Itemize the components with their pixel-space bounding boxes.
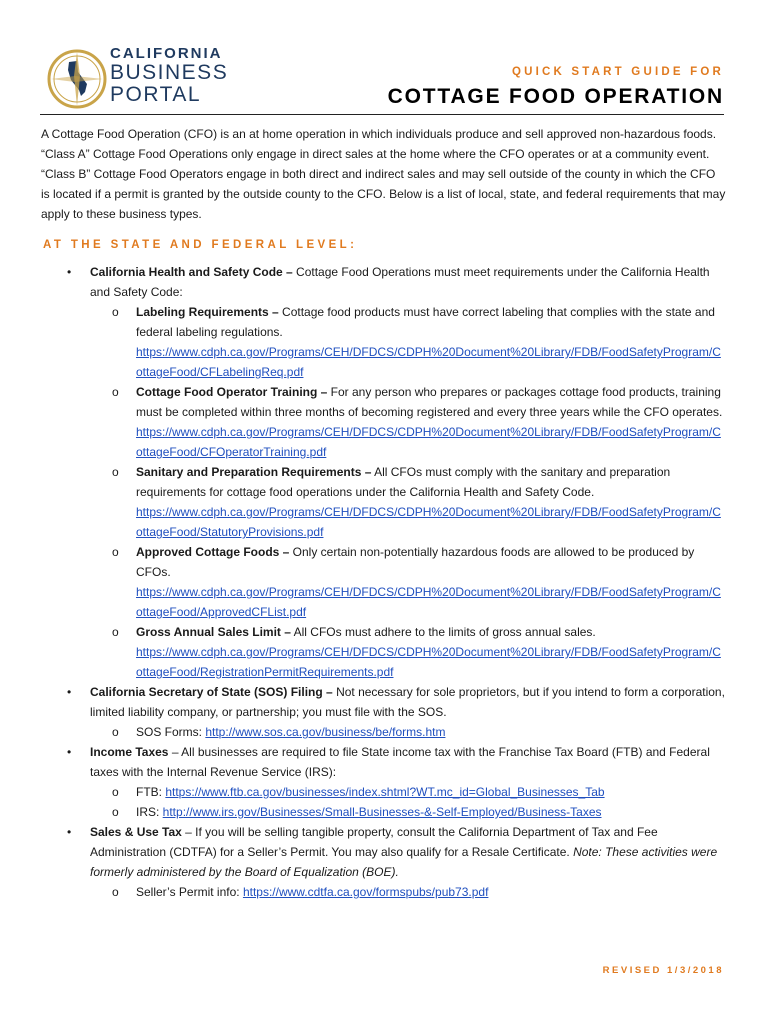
- sub-item-sos-forms: [90, 722, 727, 742]
- sales-limit-link[interactable]: https://www.cdph.ca.gov/Programs/CEH/DFDCS/CDPH%20Document%20Library/FDB/FoodSafetyProgram/CottageFood/RegistrationPermitRequirements.pdf: [136, 645, 721, 679]
- circle-bullet-icon: o: [112, 805, 119, 819]
- circle-bullet-icon: o: [112, 625, 119, 639]
- item-title: California Health and Safety Code –: [90, 265, 293, 279]
- sub-item-text: Only certain non-potentially hazardous foods are allowed to be produced by CFOs.: [136, 545, 695, 579]
- circle-bullet-icon: o: [112, 785, 119, 799]
- list-item-sos-filing: [41, 682, 727, 742]
- ftb-link[interactable]: https://www.ftb.ca.gov/businesses/index.shtml?WT.mc_id=Global_Businesses_Tab: [165, 785, 605, 799]
- sub-item-title: Gross Annual Sales Limit –: [136, 625, 291, 639]
- item-text: – If you will be selling tangible property, consult the California Department of Tax and Fee Administration (CDTFA) for a Seller’s Permit. You may also qualify for a Resale Certificate.: [90, 825, 658, 859]
- sanitary-link[interactable]: https://www.cdph.ca.gov/Programs/CEH/DFDCS/CDPH%20Document%20Library/FDB/FoodSafetyProgram/CottageFood/StatutoryProvisions.pdf: [136, 505, 721, 539]
- sub-item-labeling: [90, 302, 727, 382]
- california-business-portal-logo: [47, 44, 247, 114]
- sub-item-title: Cottage Food Operator Training –: [136, 385, 328, 399]
- circle-bullet-icon: o: [112, 885, 119, 899]
- bullet-icon: •: [67, 685, 72, 699]
- list-item-sales-use-tax: [41, 822, 727, 902]
- sub-item-text: All CFOs must adhere to the limits of gross annual sales.: [290, 625, 596, 639]
- requirements-list: [41, 262, 727, 902]
- sub-item-irs: [90, 802, 727, 822]
- item-title: Income Taxes: [90, 745, 169, 759]
- item-text: Cottage Food Operations must meet requirements under the California Health and Safety Code:: [90, 265, 710, 299]
- logo-line-3: PORTAL: [110, 83, 202, 106]
- logo-line-2: BUSINESS: [110, 61, 229, 84]
- document-body: [41, 124, 727, 902]
- item-title: Sales & Use Tax: [90, 825, 182, 839]
- item-text: Not necessary for sole proprietors, but if you intend to form a corporation, limited liability company, or partnership; you must file with the SOS.: [90, 685, 725, 719]
- sub-item-text: For any person who prepares or packages cottage food products, training must be completed within three months of becoming registered and every three years while the CFO operates.: [136, 385, 723, 419]
- income-taxes-sublist: [90, 782, 727, 822]
- circle-bullet-icon: o: [112, 545, 119, 559]
- sub-item-title: Labeling Requirements –: [136, 305, 279, 319]
- list-item-income-taxes: [41, 742, 727, 822]
- sub-item-text: All CFOs must comply with the sanitary and preparation requirements for cottage food operations under the California Health and Safety Code.: [136, 465, 671, 499]
- irs-link[interactable]: http://www.irs.gov/Businesses/Small-Businesses-&-Self-Employed/Business-Taxes: [162, 805, 602, 819]
- item-note: Note: These activities were formerly administered by the Board of Equalization (BOE).: [90, 845, 718, 879]
- circle-bullet-icon: o: [112, 385, 119, 399]
- intro-paragraph: A Cottage Food Operation (CFO) is an at home operation in which individuals produce and sell approved non-hazardous foods. “Class A” Cottage Food Operations only engage in direct sales at the home where the CFO operates or at a community event. “Class B” Cottage Food Operators engage in both direct and indirect sales and may sell outside of the county in which the CFO is located if a permit is granted by the outside county to the CFO. Below is a list of local, state, and federal requirements that may apply to these business types.: [41, 127, 726, 221]
- sos-sublist: [90, 722, 727, 742]
- sub-item-approved-foods: [90, 542, 727, 622]
- bullet-icon: •: [67, 265, 72, 279]
- revised-date: REVISED 1/3/2018: [602, 965, 724, 976]
- circle-bullet-icon: o: [112, 465, 119, 479]
- sos-forms-link[interactable]: http://www.sos.ca.gov/business/be/forms.htm: [205, 725, 446, 739]
- labeling-link[interactable]: https://www.cdph.ca.gov/Programs/CEH/DFDCS/CDPH%20Document%20Library/FDB/FoodSafetyProgram/CottageFood/CFLabelingReq.pdf: [136, 345, 721, 379]
- logo-compass-icon: [47, 46, 107, 112]
- sub-item-label: IRS:: [136, 805, 163, 819]
- logo-line-1: CALIFORNIA: [110, 45, 223, 62]
- sub-item-label: SOS Forms:: [136, 725, 206, 739]
- circle-bullet-icon: o: [112, 305, 119, 319]
- sub-item-sanitary: [90, 462, 727, 542]
- quick-start-label: QUICK START GUIDE FOR: [511, 66, 724, 78]
- logo-text: [110, 46, 228, 105]
- page-title: COTTAGE FOOD OPERATION: [387, 85, 724, 108]
- section-heading: AT THE STATE AND FEDERAL LEVEL:: [43, 239, 358, 251]
- sellers-permit-link[interactable]: https://www.cdtfa.ca.gov/formspubs/pub73.pdf: [242, 885, 489, 899]
- sub-item-label: Seller’s Permit info:: [136, 885, 243, 899]
- sub-item-label: FTB:: [136, 785, 166, 799]
- bullet-icon: •: [67, 745, 72, 759]
- sub-item-text: Cottage food products must have correct labeling that complies with the state and federal labeling regulations.: [136, 305, 715, 339]
- operator-training-link[interactable]: https://www.cdph.ca.gov/Programs/CEH/DFDCS/CDPH%20Document%20Library/FDB/FoodSafetyProgram/CottageFood/CFOperatorTraining.pdf: [136, 425, 721, 459]
- health-safety-sublist: [90, 302, 727, 682]
- sub-item-sellers-permit: [90, 882, 727, 902]
- sub-item-sales-limit: [90, 622, 727, 682]
- sub-item-ftb: [90, 782, 727, 802]
- bullet-icon: •: [67, 825, 72, 839]
- list-item-health-safety-code: [41, 262, 727, 682]
- item-title: California Secretary of State (SOS) Filing –: [90, 685, 333, 699]
- sales-tax-sublist: [90, 882, 727, 902]
- header-divider: [40, 114, 724, 115]
- sub-item-title: Sanitary and Preparation Requirements –: [136, 465, 372, 479]
- sub-item-title: Approved Cottage Foods –: [136, 545, 290, 559]
- item-text: – All businesses are required to file State income tax with the Franchise Tax Board (FTB) and Federal taxes with the Internal Revenue Service (IRS):: [90, 745, 710, 779]
- circle-bullet-icon: o: [112, 725, 119, 739]
- approved-foods-link[interactable]: https://www.cdph.ca.gov/Programs/CEH/DFDCS/CDPH%20Document%20Library/FDB/FoodSafetyProgram/CottageFood/ApprovedCFList.pdf: [136, 585, 721, 619]
- sub-item-operator-training: [90, 382, 727, 462]
